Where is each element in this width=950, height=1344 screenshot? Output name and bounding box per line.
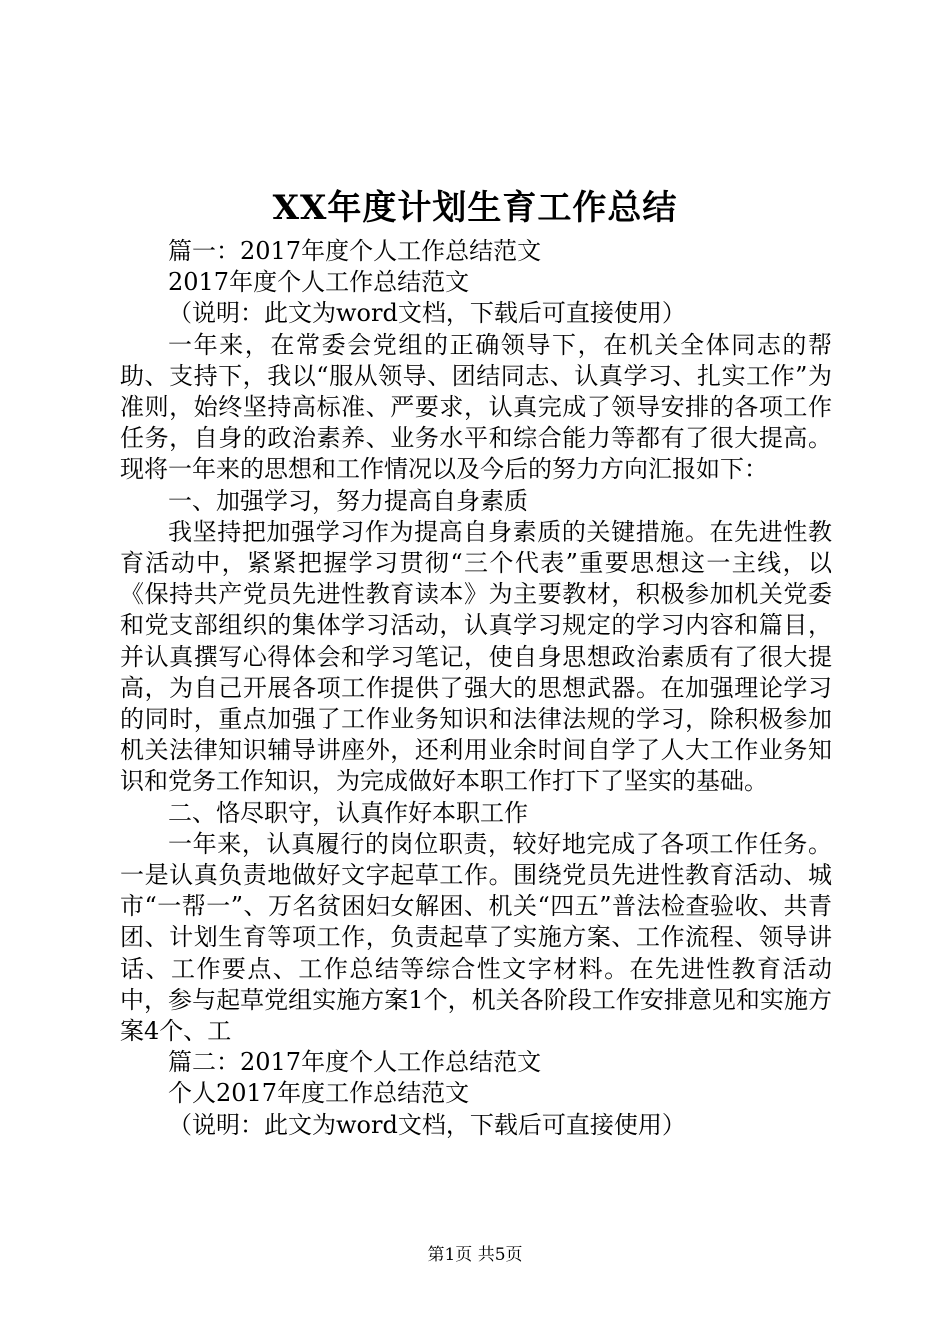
paragraph-intro: 一年来，在常委会党组的正确领导下，在机关全体同志的帮助、支持下，我以“服从领导、团结同志、认真学习、扎实工作”为准则，始终坚持高标准、严要求，认真完成了领导安排的各项工作任务，自身的政治素养、业务水平和综合能力等都有了很大提高。现将一年来的思想和工作情况以及今后的努力方向汇报如下：	[120, 330, 832, 484]
paragraph-section-two-heading: 篇二：2017年度个人工作总结范文	[168, 1048, 542, 1077]
paragraph-note-two: （说明：此文为word文档，下载后可直接使用）	[168, 1110, 686, 1139]
document-title: XX年度计划生育工作总结	[272, 188, 678, 228]
document-body	[120, 236, 832, 1141]
paragraph-article-title-two: 个人2017年度工作总结范文	[168, 1079, 470, 1108]
paragraph-article-title-one: 2017年度个人工作总结范文	[168, 268, 470, 297]
paragraph-study-body: 我坚持把加强学习作为提高自身素质的关键措施。在先进性教育活动中，紧紧把握学习贯彻“三个代表”重要思想这一主线，以《保持共产党员先进性教育读本》为主要教材，积极参加机关党委和党支部组织的集体学习活动，认真学习规定的学习内容和篇目，并认真撰写心得体会和学习笔记，使自身思想政治素质有了很大提高，为自己开展各项工作提供了强大的思想武器。在加强理论学习的同时，重点加强了工作业务知识和法律法规的学习，除积极参加机关法律知识辅导讲座外，还利用业余时间自学了人大工作业务知识和党务工作知识，为完成做好本职工作打下了坚实的基础。	[120, 517, 832, 796]
paragraph-heading-study: 一、加强学习，努力提高自身素质	[168, 486, 528, 515]
paragraph-heading-duty: 二、恪尽职守，认真作好本职工作	[168, 798, 528, 827]
paragraph-section-one-heading: 篇一：2017年度个人工作总结范文	[168, 237, 542, 265]
paragraph-note-one: （说明：此文为word文档，下载后可直接使用）	[168, 299, 686, 328]
paragraph-duty-body: 一年来，认真履行的岗位职责，较好地完成了各项工作任务。一是认真负责地做好文字起草工作。围绕党员先进性教育活动、城市“一帮一”、万名贫困妇女解困、机关“四五”普法检查验收、共青团、计划生育等项工作，负责起草了实施方案、工作流程、领导讲话、工作要点、工作总结等综合性文字材料。在先进性教育活动中，参与起草党组实施方案1个，机关各阶段工作安排意见和实施方案4个、工	[120, 829, 832, 1046]
page-footer: 第1页 共5页	[427, 1245, 523, 1265]
